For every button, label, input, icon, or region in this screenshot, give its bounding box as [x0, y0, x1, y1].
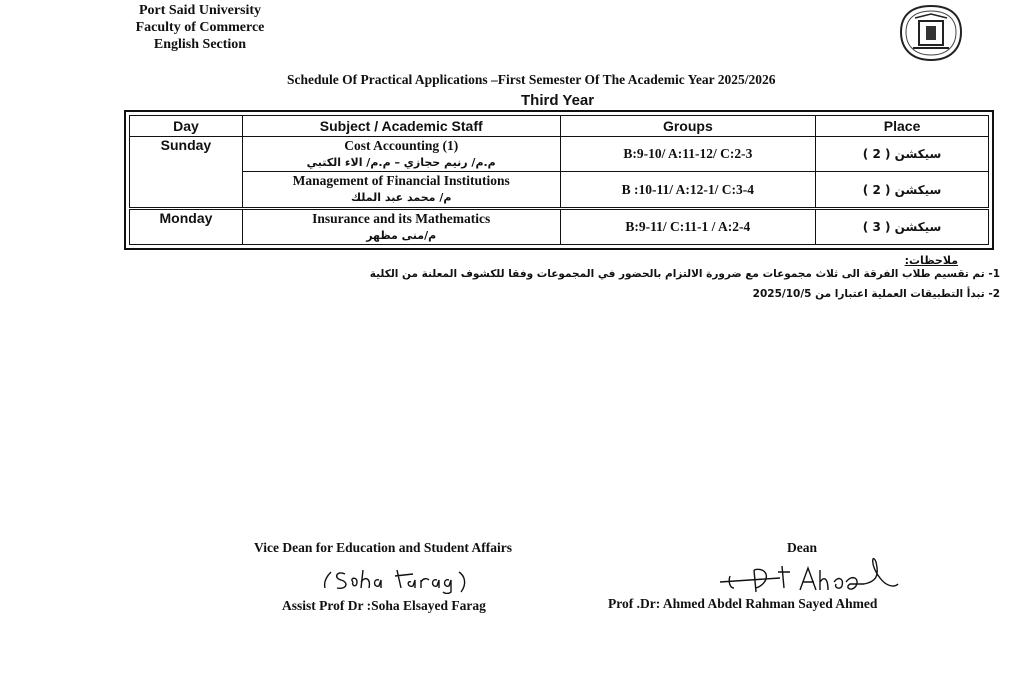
university-name: Port Said University: [138, 3, 262, 18]
subject-cell: [242, 208, 560, 244]
col-header-groups: Groups: [560, 116, 816, 137]
col-header-subject: Subject / Academic Staff: [242, 116, 560, 137]
subject-cell: [242, 172, 560, 208]
dean-title: Dean: [787, 540, 817, 555]
section-name: English Section: [153, 37, 247, 52]
notes-label: ملاحظات:: [904, 254, 958, 267]
dean-signature-icon: [720, 548, 900, 600]
groups-cell: B:9-10/ A:11-12/ C:2-3: [560, 137, 816, 172]
document-title: Schedule Of Practical Applications –First Semester Of The Academic Year 2025/2026: [287, 72, 776, 87]
table-row: [130, 208, 989, 244]
col-header-day: Day: [130, 116, 243, 137]
groups-cell: B:9-11/ C:11-1 / A:2-4: [560, 208, 816, 244]
dean-name: Prof .Dr: Ahmed Abdel Rahman Sayed Ahmed: [608, 596, 878, 611]
staff-name: م/منى مظهر: [366, 228, 437, 242]
place-cell: سيكشن ( 3 ): [816, 208, 989, 244]
faculty-name: Faculty of Commerce: [135, 20, 265, 35]
document-subtitle: Third Year: [521, 92, 595, 109]
table-row: [130, 137, 989, 172]
staff-name: م.م/ رنيم حجازي – م.م/ الاء الكتبي: [306, 156, 496, 170]
subject-cell: [242, 137, 560, 172]
note-item: 2- تبدأ التطبيقات العملية اعتبارا من 2025/10/5: [752, 288, 1000, 300]
subject-name: Cost Accounting (1): [344, 138, 459, 154]
university-header: [130, 2, 270, 53]
place-cell: سيكشن ( 2 ): [816, 137, 989, 172]
vice-dean-signature-icon: [323, 564, 473, 594]
subject-name: Insurance and its Mathematics: [312, 210, 491, 226]
place-cell: سيكشن ( 2 ): [816, 172, 989, 208]
schedule-table: [124, 110, 994, 250]
day-cell: Sunday: [130, 137, 243, 209]
day-cell: Monday: [130, 208, 243, 244]
col-header-place: Place: [816, 116, 989, 137]
table-row: [130, 172, 989, 208]
vice-dean-name: Assist Prof Dr :Soha Elsayed Farag: [282, 598, 486, 613]
groups-cell: B :10-11/ A:12-1/ C:3-4: [560, 172, 816, 208]
table-header-row: [130, 116, 989, 137]
vice-dean-title: Vice Dean for Education and Student Affairs: [254, 540, 513, 555]
university-logo-icon: [897, 4, 965, 62]
staff-name: م/ محمد عبد الملك: [351, 191, 452, 205]
note-item: 1- تم تقسيم طلاب الفرقة الى ثلاث مجموعات مع ضرورة الالتزام بالحضور في المجموعات وفقا للكشوف المعلنة من الكلية: [369, 268, 1000, 280]
subject-name: Management of Financial Institutions: [292, 173, 510, 189]
